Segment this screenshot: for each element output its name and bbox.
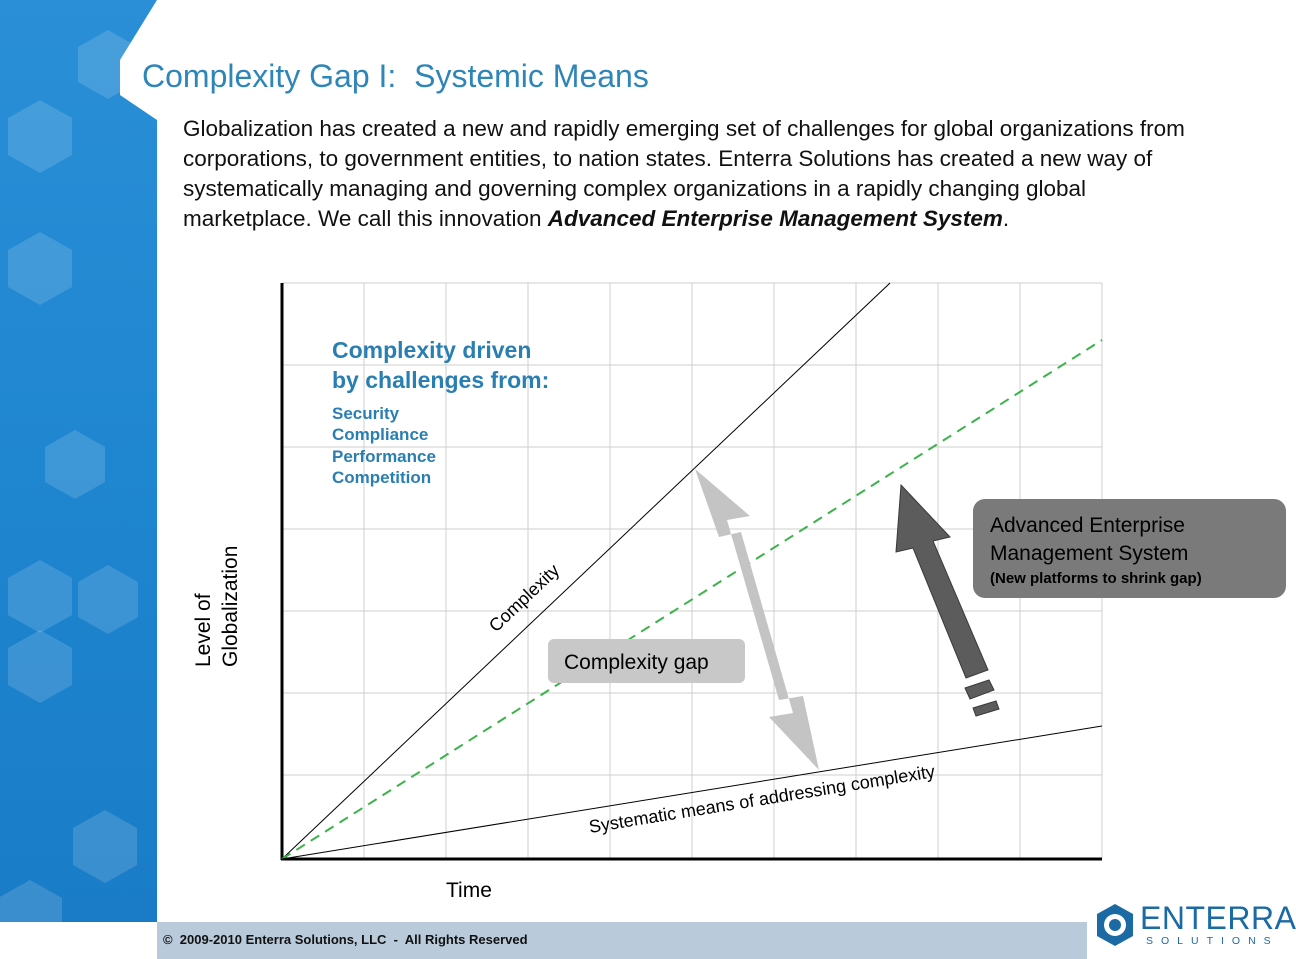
intro-emphasis: Advanced Enterprise Management System	[547, 206, 1003, 231]
challenge-item: Security	[332, 404, 400, 423]
logo-subtext: SOLUTIONS	[1146, 935, 1279, 947]
intro-paragraph	[183, 114, 1213, 234]
y-axis-label-line1: Level of	[192, 593, 215, 667]
diagram-heading-line2: by challenges from:	[332, 367, 550, 393]
systematic-line-label: Systematic means of addressing complexity	[587, 761, 937, 837]
x-axis-label: Time	[446, 879, 492, 902]
complexity-gap-arrow	[695, 469, 819, 770]
slide-title: Complexity Gap I: Systemic Means	[142, 58, 649, 94]
challenge-item: Compliance	[332, 425, 429, 444]
logo-wordmark: ENTERRA	[1140, 900, 1296, 936]
aems-subtitle: (New platforms to shrink gap)	[990, 570, 1202, 587]
complexity-gap-label: Complexity gap	[564, 651, 709, 674]
y-axis-label-line2: Globalization	[219, 545, 242, 667]
intro-end: .	[1002, 206, 1010, 231]
challenge-item: Performance	[332, 447, 436, 466]
diagram-heading-line1: Complexity driven	[332, 337, 532, 363]
aems-title-line1: Advanced Enterprise	[990, 514, 1185, 537]
enterra-logo-icon	[1094, 902, 1136, 948]
decorative-sidebar	[0, 0, 157, 922]
aems-arrow-dash	[965, 680, 994, 699]
intro-text: Globalization has created a new and rapidly emerging set of challenges for global organizations from corporations, to government entities, to nation states. Enterra Solutions has created a new way of systematically managing and governing complex organizations in a rapidly changing global marketplace. We call this innovation	[183, 116, 1185, 231]
complexity-line-label: Complexity	[484, 560, 564, 636]
challenge-item: Competition	[332, 468, 432, 487]
complexity-gap-diagram	[180, 270, 1202, 910]
aems-title-line2: Management System	[990, 542, 1189, 565]
aems-arrow-dash	[973, 701, 999, 716]
footer-copyright: © 2009-2010 Enterra Solutions, LLC - All Rights Reserved	[163, 932, 528, 947]
